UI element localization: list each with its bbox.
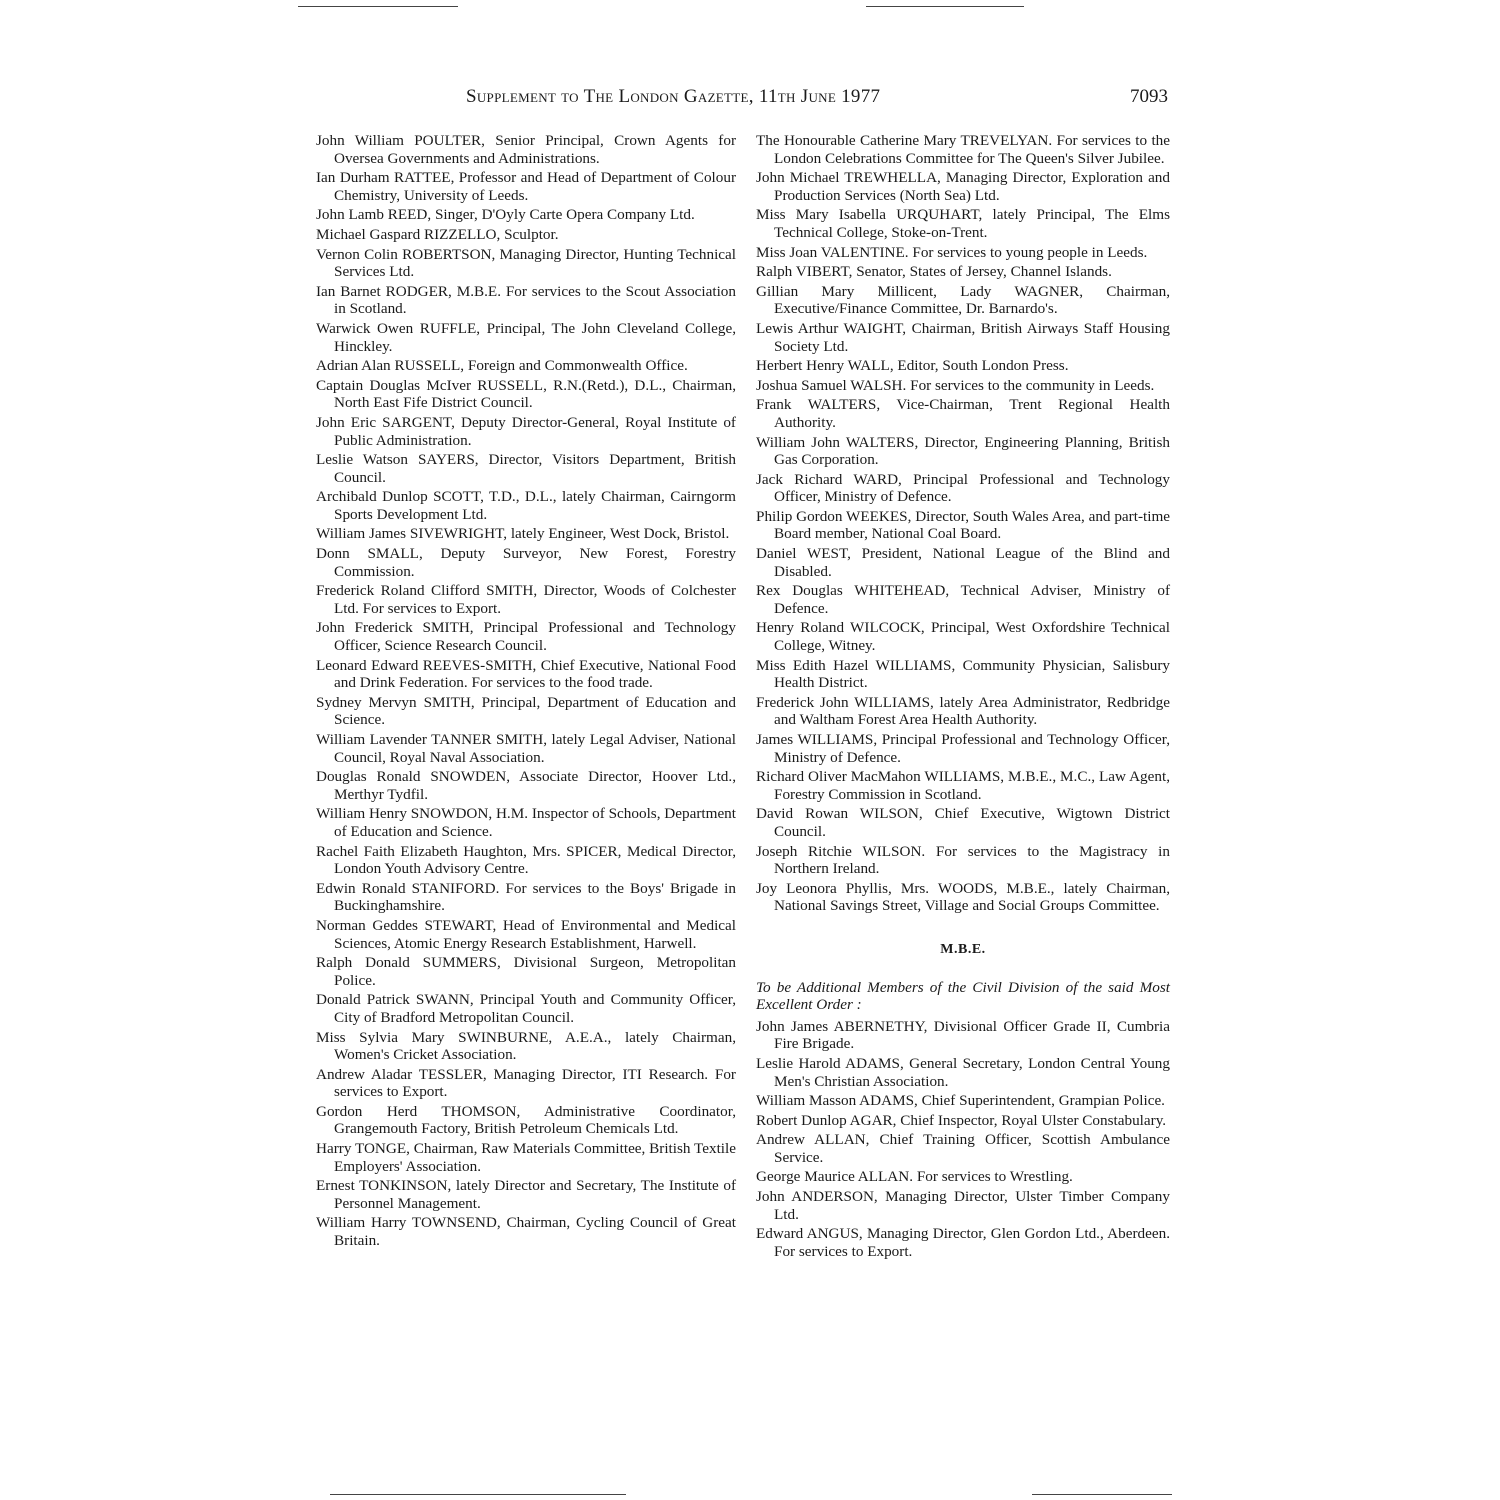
list-item: Philip Gordon WEEKES, Director, South Wales Area, and part-time Board member, National Coal Board.	[756, 507, 1170, 543]
list-item: James WILLIAMS, Principal Professional and Technology Officer, Ministry of Defence.	[756, 731, 1170, 766]
list-item: Rex Douglas WHITEHEAD, Technical Adviser, Ministry of Defence.	[756, 582, 1170, 617]
list-item: William Masson ADAMS, Chief Superintendent, Grampian Police.	[756, 1092, 1165, 1110]
list-item: Miss Edith Hazel WILLIAMS, Community Physician, Salisbury Health District.	[756, 656, 1170, 692]
list-item: Miss Sylvia Mary SWINBURNE, A.E.A., lately Chairman, Women's Cricket Association.	[316, 1028, 736, 1064]
list-item: John Frederick SMITH, Principal Professional and Technology Officer, Science Research Council.	[316, 619, 736, 655]
list-item: Adrian Alan RUSSELL, Foreign and Commonwealth Office.	[316, 357, 688, 375]
list-item: Joshua Samuel WALSH. For services to the community in Leeds.	[756, 376, 1155, 394]
list-item: Ernest TONKINSON, lately Director and Secretary, The Institute of Personnel Management.	[316, 1177, 736, 1212]
list-item: Herbert Henry WALL, Editor, South London Press.	[756, 357, 1069, 375]
list-item: Douglas Ronald SNOWDEN, Associate Director, Hoover Ltd., Merthyr Tydfil.	[316, 768, 736, 803]
left-column	[316, 132, 736, 1252]
list-item: George Maurice ALLAN. For services to Wrestling.	[756, 1168, 1073, 1186]
list-item: Leonard Edward REEVES-SMITH, Chief Executive, National Food and Drink Federation. For services to the food trade.	[316, 656, 736, 692]
list-item: Andrew ALLAN, Chief Training Officer, Scottish Ambulance Service.	[756, 1131, 1170, 1166]
list-item: Gordon Herd THOMSON, Administrative Coordinator, Grangemouth Factory, British Petroleum Chemicals Ltd.	[316, 1102, 736, 1138]
list-item: John Lamb REED, Singer, D'Oyly Carte Opera Company Ltd.	[316, 206, 695, 224]
list-item: William Lavender TANNER SMITH, lately Legal Adviser, National Council, Royal Naval Association.	[316, 731, 736, 766]
list-item: Michael Gaspard RIZZELLO, Sculptor.	[316, 225, 559, 243]
list-item: Joseph Ritchie WILSON. For services to the Magistracy in Northern Ireland.	[756, 842, 1170, 878]
list-item: Archibald Dunlop SCOTT, T.D., D.L., lately Chairman, Cairngorm Sports Development Ltd.	[316, 488, 736, 523]
list-item: Ralph Donald SUMMERS, Divisional Surgeon, Metropolitan Police.	[316, 954, 736, 989]
header-title: Supplement to The London Gazette, 11th June 1977	[466, 86, 881, 107]
list-item: Ian Barnet RODGER, M.B.E. For services to the Scout Association in Scotland.	[316, 282, 736, 318]
list-item: Andrew Aladar TESSLER, Managing Director, ITI Research. For services to Export.	[316, 1065, 736, 1101]
right-column	[756, 132, 1170, 1262]
list-item: The Honourable Catherine Mary TREVELYAN. For services to the London Celebrations Committee for The Queen's Silver Jubilee.	[756, 132, 1170, 167]
section-intro: To be Additional Members of the Civil Division of the said Most Excellent Order :	[756, 978, 1170, 1014]
list-item: Frederick Roland Clifford SMITH, Director, Woods of Colchester Ltd. For services to Export.	[316, 582, 736, 617]
list-item: William Henry SNOWDON, H.M. Inspector of Schools, Department of Education and Science.	[316, 805, 736, 840]
list-item: Ralph VIBERT, Senator, States of Jersey, Channel Islands.	[756, 263, 1112, 281]
list-item: William John WALTERS, Director, Engineering Planning, British Gas Corporation.	[756, 433, 1170, 469]
list-item: Miss Joan VALENTINE. For services to young people in Leeds.	[756, 243, 1148, 261]
list-item: Miss Mary Isabella URQUHART, lately Principal, The Elms Technical College, Stoke-on-Trent.	[756, 206, 1170, 241]
list-item: Ian Durham RATTEE, Professor and Head of Department of Colour Chemistry, University of Leeds.	[316, 169, 736, 204]
list-item: William Harry TOWNSEND, Chairman, Cycling Council of Great Britain.	[316, 1214, 736, 1250]
list-item: Gillian Mary Millicent, Lady WAGNER, Chairman, Executive/Finance Committee, Dr. Barnardo's.	[756, 282, 1170, 318]
list-item: Jack Richard WARD, Principal Professional and Technology Officer, Ministry of Defence.	[756, 470, 1170, 506]
list-item: Donald Patrick SWANN, Principal Youth and Community Officer, City of Bradford Metropolitan Council.	[316, 991, 736, 1026]
bottom-rule-left	[330, 1494, 626, 1495]
top-rule-left	[298, 6, 458, 7]
list-item: Joy Leonora Phyllis, Mrs. WOODS, M.B.E., lately Chairman, National Savings Street, Village and Social Groups Committee.	[756, 879, 1170, 915]
section-heading-mbe: M.B.E.	[940, 941, 986, 957]
page-header	[316, 86, 1168, 112]
list-item: John William POULTER, Senior Principal, Crown Agents for Oversea Governments and Administrations.	[316, 132, 736, 167]
list-item: Robert Dunlop AGAR, Chief Inspector, Royal Ulster Constabulary.	[756, 1111, 1167, 1129]
list-item: Edwin Ronald STANIFORD. For services to the Boys' Brigade in Buckinghamshire.	[316, 879, 736, 915]
list-item: Warwick Owen RUFFLE, Principal, The John Cleveland College, Hinckley.	[316, 319, 736, 355]
list-item: Leslie Watson SAYERS, Director, Visitors Department, British Council.	[316, 451, 736, 486]
list-item: Rachel Faith Elizabeth Haughton, Mrs. SPICER, Medical Director, London Youth Advisory Centre.	[316, 842, 736, 878]
list-item: John Michael TREWHELLA, Managing Director, Exploration and Production Services (North Sea) Ltd.	[756, 169, 1170, 204]
list-item: John Eric SARGENT, Deputy Director-General, Royal Institute of Public Administration.	[316, 413, 736, 449]
page-number: 7093	[1130, 86, 1168, 107]
list-item: Edward ANGUS, Managing Director, Glen Gordon Ltd., Aberdeen. For services to Export.	[756, 1225, 1170, 1260]
list-item: Norman Geddes STEWART, Head of Environmental and Medical Sciences, Atomic Energy Research Establishment, Harwell.	[316, 916, 736, 952]
list-item: Sydney Mervyn SMITH, Principal, Department of Education and Science.	[316, 693, 736, 729]
top-rule-right	[866, 6, 1024, 7]
bottom-rule-right	[1032, 1494, 1172, 1495]
list-item: Frederick John WILLIAMS, lately Area Administrator, Redbridge and Waltham Forest Area Health Authority.	[756, 693, 1170, 729]
list-item: Captain Douglas McIver RUSSELL, R.N.(Retd.), D.L., Chairman, North East Fife District Council.	[316, 376, 736, 412]
list-item: Daniel WEST, President, National League of the Blind and Disabled.	[756, 545, 1170, 580]
list-item: Frank WALTERS, Vice-Chairman, Trent Regional Health Authority.	[756, 396, 1170, 431]
list-item: Leslie Harold ADAMS, General Secretary, London Central Young Men's Christian Association.	[756, 1054, 1170, 1090]
list-item: Lewis Arthur WAIGHT, Chairman, British Airways Staff Housing Society Ltd.	[756, 319, 1170, 355]
list-item: Henry Roland WILCOCK, Principal, West Oxfordshire Technical College, Witney.	[756, 619, 1170, 655]
list-item: William James SIVEWRIGHT, lately Engineer, West Dock, Bristol.	[316, 525, 730, 543]
list-item: David Rowan WILSON, Chief Executive, Wigtown District Council.	[756, 805, 1170, 840]
list-item: John James ABERNETHY, Divisional Officer Grade II, Cumbria Fire Brigade.	[756, 1017, 1170, 1053]
list-item: Harry TONGE, Chairman, Raw Materials Committee, British Textile Employers' Association.	[316, 1140, 736, 1175]
list-item: John ANDERSON, Managing Director, Ulster Timber Company Ltd.	[756, 1188, 1170, 1223]
list-item: Vernon Colin ROBERTSON, Managing Director, Hunting Technical Services Ltd.	[316, 245, 736, 281]
list-item: Donn SMALL, Deputy Surveyor, New Forest, Forestry Commission.	[316, 545, 736, 580]
list-item: Richard Oliver MacMahon WILLIAMS, M.B.E., M.C., Law Agent, Forestry Commission in Scotland.	[756, 768, 1170, 803]
